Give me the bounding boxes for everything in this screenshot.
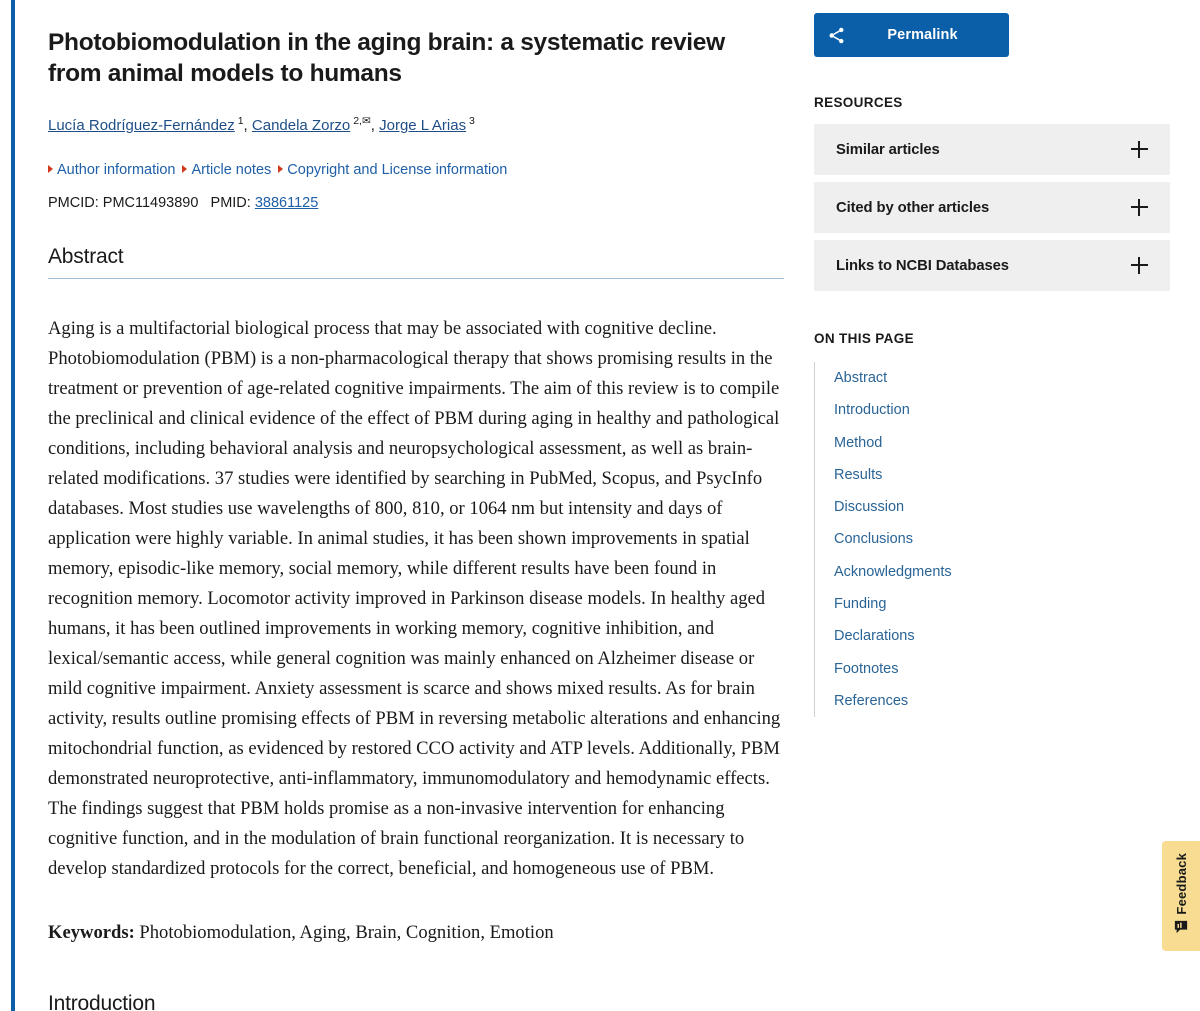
toc-link-abstract[interactable]: Abstract xyxy=(834,370,888,386)
resource-accordion-item[interactable] xyxy=(814,240,1170,291)
article-main-column xyxy=(48,0,784,1011)
resource-accordion-label: Similar articles xyxy=(836,141,940,158)
meta-link-label: Copyright and License information xyxy=(287,162,508,179)
toc-link-references[interactable]: References xyxy=(834,692,909,709)
meta-link-label: Article notes xyxy=(191,162,272,179)
meta-link-label: Author information xyxy=(57,162,176,179)
toc-link-declarations[interactable]: Declarations xyxy=(834,628,915,645)
triangle-right-icon xyxy=(278,165,283,173)
toc-list-item xyxy=(815,685,1170,717)
pmid-label: PMID: xyxy=(210,194,251,211)
resource-accordion-label: Cited by other articles xyxy=(836,199,990,216)
author-affiliation-marker: 2,✉ xyxy=(350,114,371,127)
resources-accordion-list xyxy=(814,124,1170,291)
pmid-link[interactable]: 38861125 xyxy=(254,194,319,211)
author-list xyxy=(48,114,784,138)
resource-accordion-item[interactable] xyxy=(814,182,1170,233)
toc-list-item xyxy=(815,620,1170,652)
keywords-value: Photobiomodulation, Aging, Brain, Cognition, Emotion xyxy=(139,921,554,943)
meta-link[interactable] xyxy=(278,160,507,180)
toc-list-item xyxy=(815,394,1170,426)
author-separator: , xyxy=(370,116,380,134)
author-affiliation-marker: 1 xyxy=(234,114,244,127)
toc-link-footnotes[interactable]: Footnotes xyxy=(834,660,899,677)
toc-link-introduction[interactable]: Introduction xyxy=(834,402,910,419)
page-title: Photobiomodulation in the aging brain: a systematic review from animal models to humans xyxy=(48,29,725,88)
chart-icon xyxy=(1174,920,1188,939)
share-icon xyxy=(814,26,858,45)
author-link[interactable]: Lucía Rodríguez-Fernández xyxy=(48,116,235,134)
toc-list-item xyxy=(815,362,1170,394)
toc-list-item xyxy=(815,556,1170,588)
meta-link[interactable] xyxy=(182,160,271,180)
author-separator: , xyxy=(243,116,252,134)
triangle-right-icon xyxy=(182,165,187,173)
toc-list-item xyxy=(815,459,1170,491)
permalink-label: Permalink xyxy=(887,27,958,43)
toc-link-results[interactable]: Results xyxy=(834,466,883,483)
resources-section-title: RESOURCES xyxy=(814,95,903,110)
right-sidebar xyxy=(814,0,1170,733)
toc-list-item xyxy=(815,523,1170,555)
abstract-body-text: Aging is a multifactorial biological process that may be associated with cognitive decline. Photobiomodulation (PBM) is a non-pharmacological therapy that shows promising results in the treatment or prevention of age-related cognitive impairments. The aim of this review is to compile the preclinical and clinical evidence of the effect of PBM during aging in healthy and pathological conditions, including behavioral analysis and neuropsychological assessment, as well as brain-related modifications. 37 studies were identified by searching in PubMed, Scopus, and PsycInfo databases. Most studies use wavelengths of 800, 810, or 1064 nm but intensity and days of application were highly variable. In animal studies, it has been shown improvements in spatial memory, episodic-like memory, social memory, while different results have been found in recognition memory. Locomotor activity improved in Parkinson disease models. In healthy aged humans, it has been outlined improvements in working memory, cognitive inhibition, and lexical/semantic access, while general cognition was mainly enhanced on Alzheimer disease or mild cognitive impairment. Anxiety assessment is scarce and shows mixed results. As for brain activity, results outline promising effects of PBM in reversing metabolic alterations and enhancing mitochondrial function, as evidenced by restored CCO activity and ATP levels. Additionally, PBM demonstrated neuroprotective, anti-inflammatory, immunomodulatory and hemodynamic effects. The findings suggest that PBM holds promise as a non-invasive intervention for enhancing cognitive function, and in the modulation of brain functional reorganization. It is necessary to develop standardized protocols for the correct, beneficial, and homogeneous use of PBM. xyxy=(48,317,781,879)
triangle-right-icon xyxy=(48,165,53,173)
article-identifiers xyxy=(48,195,784,211)
table-of-contents xyxy=(814,362,1170,717)
plus-icon[interactable] xyxy=(1131,257,1148,274)
meta-link[interactable] xyxy=(48,160,175,180)
resource-accordion-item[interactable] xyxy=(814,124,1170,175)
author-link[interactable]: Candela Zorzo xyxy=(251,116,351,134)
toc-list-item xyxy=(815,491,1170,523)
toc-list-item xyxy=(815,653,1170,685)
pmcid-text: PMCID: PMC11493890 xyxy=(48,194,199,211)
toc-list-item xyxy=(815,427,1170,459)
permalink-button[interactable] xyxy=(814,13,1009,57)
author-affiliation-marker: 3 xyxy=(466,114,475,127)
introduction-heading: Introduction xyxy=(48,991,156,1011)
keywords-line xyxy=(48,918,784,948)
author-link[interactable]: Jorge L Arias xyxy=(379,116,467,134)
toc-link-acknowledgments[interactable]: Acknowledgments xyxy=(834,563,952,580)
on-this-page-title: ON THIS PAGE xyxy=(814,331,914,346)
feedback-tab[interactable] xyxy=(1162,841,1200,951)
article-meta-links xyxy=(48,160,784,180)
toc-link-method[interactable]: Method xyxy=(834,434,883,451)
plus-icon[interactable] xyxy=(1131,199,1148,216)
toc-link-discussion[interactable]: Discussion xyxy=(834,499,905,516)
toc-link-conclusions[interactable]: Conclusions xyxy=(834,531,913,548)
keywords-label: Keywords: xyxy=(48,921,135,943)
feedback-label: Feedback xyxy=(1173,852,1189,915)
toc-link-funding[interactable]: Funding xyxy=(834,596,887,613)
resource-accordion-label: Links to NCBI Databases xyxy=(836,257,1009,274)
plus-icon[interactable] xyxy=(1131,141,1148,158)
toc-list-item xyxy=(815,588,1170,620)
abstract-heading: Abstract xyxy=(48,211,784,279)
